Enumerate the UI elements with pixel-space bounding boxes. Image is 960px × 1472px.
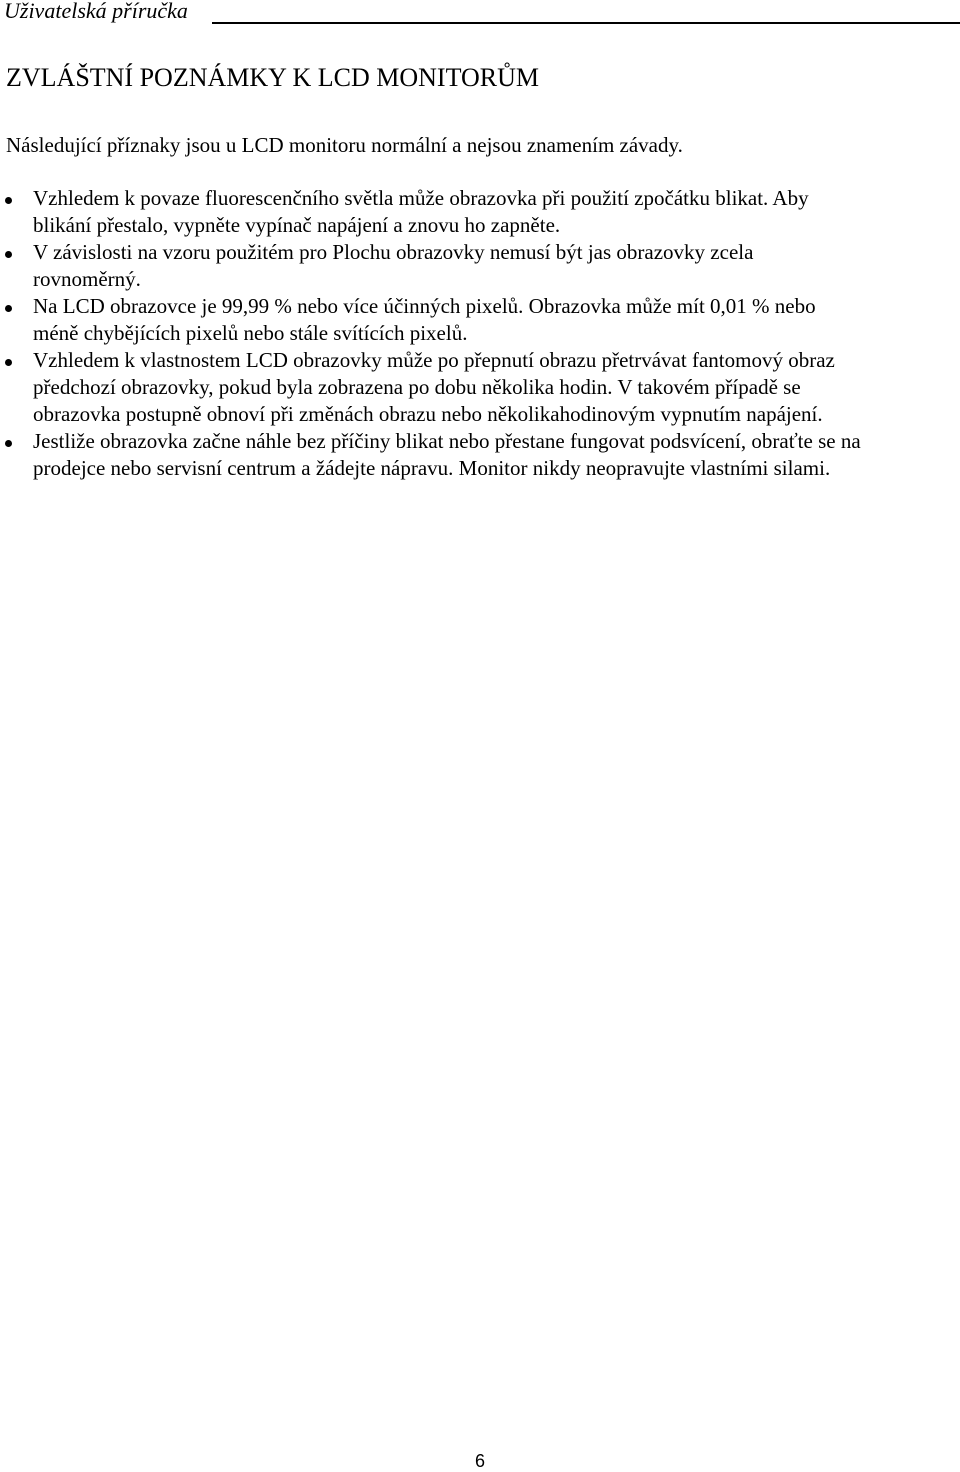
running-header: Uživatelská příručka <box>4 0 188 23</box>
note-line: méně chybějících pixelů nebo stále svítících pixelů. <box>33 321 468 345</box>
list-item <box>0 239 960 293</box>
note-line: obrazovka postupně obnoví při změnách obrazu nebo několikahodinovým vypnutím napájení. <box>33 402 823 426</box>
notes-list <box>0 185 960 482</box>
bullet-icon <box>5 305 12 312</box>
header-rule <box>212 22 960 24</box>
note-line: blikání přestalo, vypněte vypínač napájení a znovu ho zapněte. <box>33 213 561 237</box>
list-item <box>0 185 960 239</box>
note-line: Vzhledem k vlastnostem LCD obrazovky může po přepnutí obrazu přetrvávat fantomový obraz <box>33 348 835 372</box>
note-line: prodejce nebo servisní centrum a žádejte nápravu. Monitor nikdy neopravujte vlastními silami. <box>33 456 831 480</box>
section-title: ZVLÁŠTNÍ POZNÁMKY K LCD MONITORŮM <box>6 63 539 92</box>
note-line: Vzhledem k povaze fluorescenčního světla může obrazovka při použití zpočátku blikat. Aby <box>33 186 809 210</box>
note-line: Na LCD obrazovce je 99,99 % nebo více účinných pixelů. Obrazovka může mít 0,01 % nebo <box>33 294 816 318</box>
list-item <box>0 293 960 347</box>
note-line: Jestliže obrazovka začne náhle bez příčiny blikat nebo přestane fungovat podsvícení, obraťte se na <box>33 429 861 453</box>
intro-paragraph: Následující příznaky jsou u LCD monitoru normální a nejsou znamením závady. <box>6 133 683 157</box>
bullet-icon <box>5 197 12 204</box>
page-number: 6 <box>475 1451 486 1471</box>
note-line: V závislosti na vzoru použitém pro Plochu obrazovky nemusí být jas obrazovky zcela <box>33 240 754 264</box>
note-line: předchozí obrazovky, pokud byla zobrazena po dobu několika hodin. V takovém případě se <box>33 375 801 399</box>
list-item <box>0 347 960 428</box>
bullet-icon <box>5 359 12 366</box>
note-line: rovnoměrný. <box>33 267 141 291</box>
bullet-icon <box>5 440 12 447</box>
bullet-icon <box>5 251 12 258</box>
list-item <box>0 428 960 482</box>
